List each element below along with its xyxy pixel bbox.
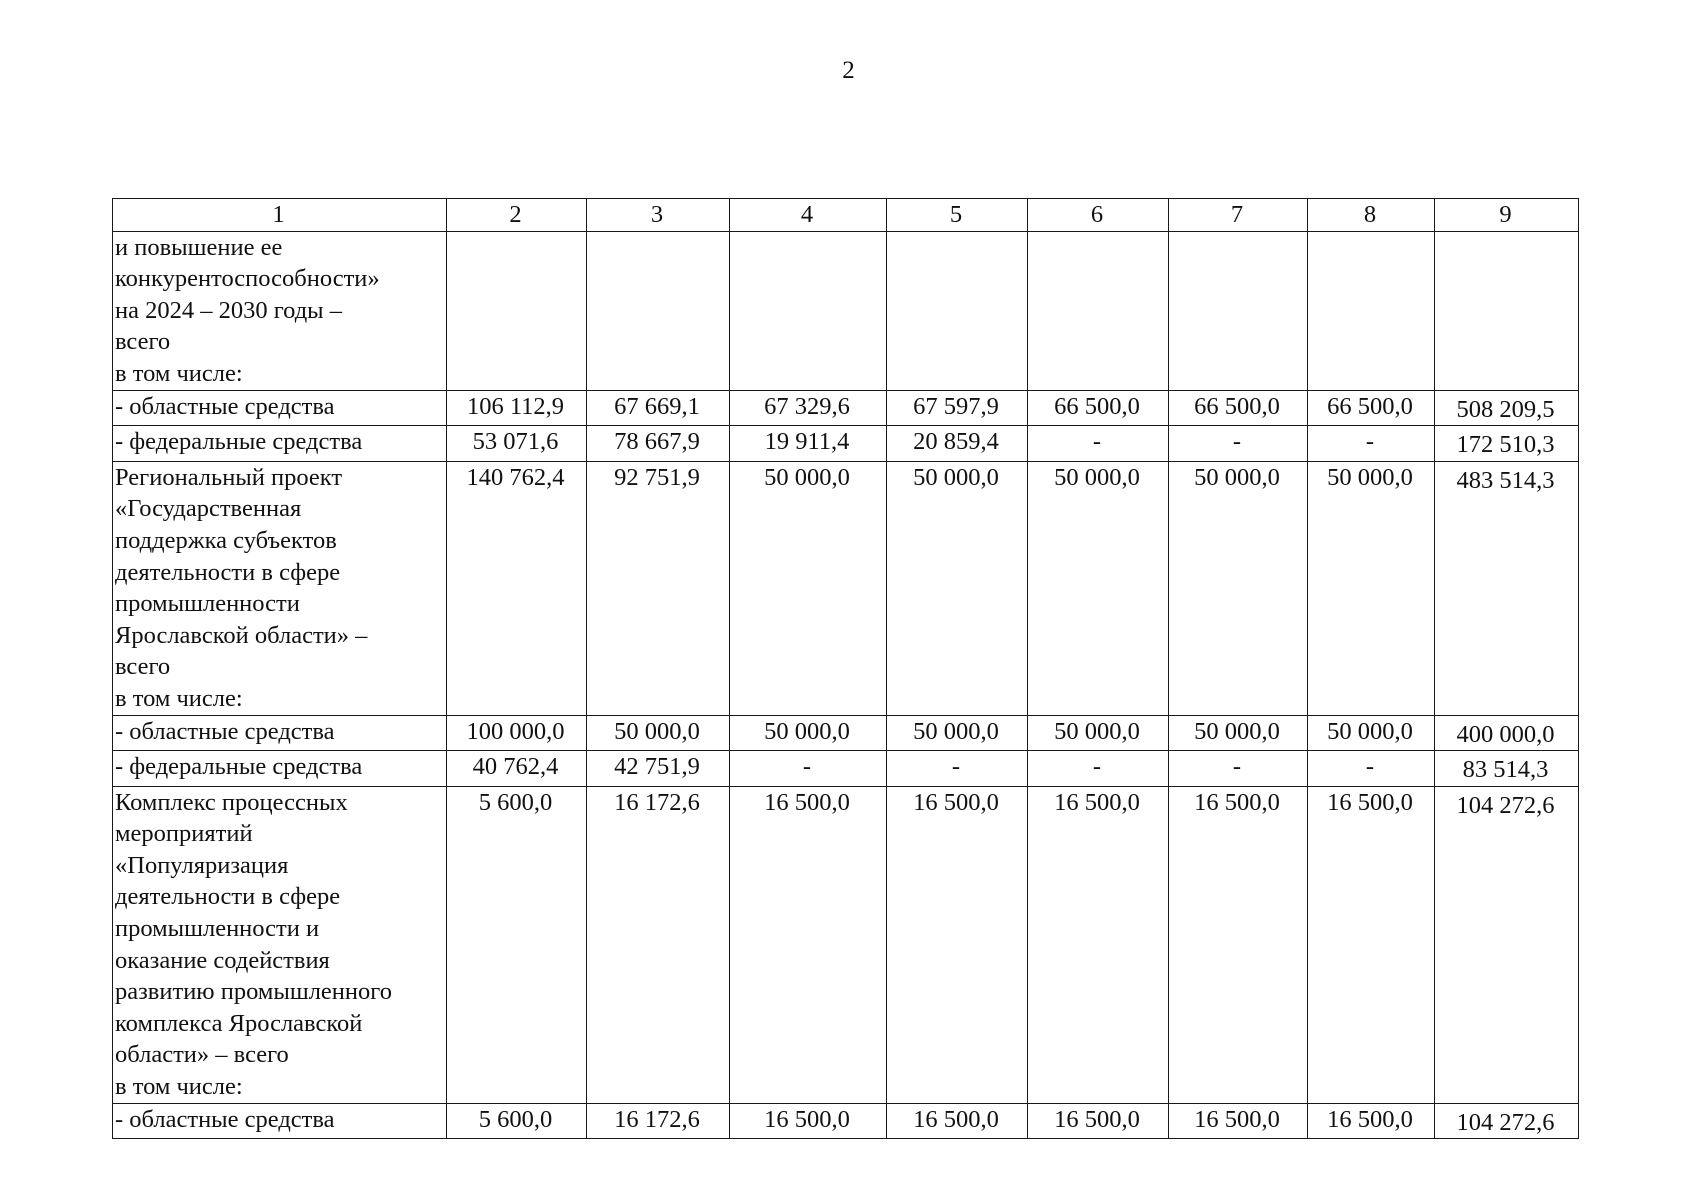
row-label: Комплекс процессных мероприятий «Популяризация деятельности в сфере промышленности и оказание содействия развитию промышленного комплекса Ярославской области» – всего в том числе: <box>113 786 447 1103</box>
value-cell: 66 500,0 <box>1169 390 1308 426</box>
value-cell: 40 762,4 <box>447 751 587 787</box>
value-cell: 50 000,0 <box>1169 715 1308 751</box>
table-row <box>113 786 1579 1103</box>
value-cell: 106 112,9 <box>447 390 587 426</box>
value-cell <box>447 231 587 390</box>
value-cell <box>887 231 1028 390</box>
value-cell: 16 500,0 <box>730 1103 887 1139</box>
table-row <box>113 1103 1579 1139</box>
page-number: 2 <box>842 57 855 84</box>
value-cell: 66 500,0 <box>1308 390 1435 426</box>
value-cell <box>587 231 730 390</box>
value-cell <box>1308 231 1435 390</box>
value-cell: 100 000,0 <box>447 715 587 751</box>
header-cell: 9 <box>1435 199 1579 232</box>
value-cell: 67 669,1 <box>587 390 730 426</box>
table-row <box>113 715 1579 751</box>
value-cell: 50 000,0 <box>887 715 1028 751</box>
table-row <box>113 390 1579 426</box>
value-cell: 483 514,3 <box>1435 461 1579 715</box>
value-cell <box>1028 231 1169 390</box>
value-cell: 50 000,0 <box>1028 461 1169 715</box>
value-cell: 16 500,0 <box>887 1103 1028 1139</box>
value-cell: 16 500,0 <box>1169 1103 1308 1139</box>
header-cell: 8 <box>1308 199 1435 232</box>
header-cell: 2 <box>447 199 587 232</box>
value-cell: - <box>1028 751 1169 787</box>
value-cell: 19 911,4 <box>730 426 887 462</box>
value-cell: 140 762,4 <box>447 461 587 715</box>
value-cell: 50 000,0 <box>730 461 887 715</box>
value-cell: 16 500,0 <box>1308 786 1435 1103</box>
row-label: - областные средства <box>113 390 447 426</box>
value-cell: 66 500,0 <box>1028 390 1169 426</box>
value-cell: 5 600,0 <box>447 1103 587 1139</box>
header-cell: 3 <box>587 199 730 232</box>
value-cell: 50 000,0 <box>1169 461 1308 715</box>
value-cell: 16 500,0 <box>730 786 887 1103</box>
table-row <box>113 231 1579 390</box>
value-cell: - <box>1028 426 1169 462</box>
header-cell: 6 <box>1028 199 1169 232</box>
value-cell: 50 000,0 <box>587 715 730 751</box>
value-cell: 16 172,6 <box>587 786 730 1103</box>
value-cell: 172 510,3 <box>1435 426 1579 462</box>
value-cell: 67 329,6 <box>730 390 887 426</box>
value-cell: 92 751,9 <box>587 461 730 715</box>
row-label: - областные средства <box>113 1103 447 1139</box>
value-cell: 53 071,6 <box>447 426 587 462</box>
funding-table <box>112 198 1579 1139</box>
value-cell: 400 000,0 <box>1435 715 1579 751</box>
value-cell: - <box>1169 426 1308 462</box>
header-cell: 4 <box>730 199 887 232</box>
value-cell: - <box>887 751 1028 787</box>
value-cell: 104 272,6 <box>1435 1103 1579 1139</box>
value-cell: 16 500,0 <box>1169 786 1308 1103</box>
value-cell: - <box>1308 751 1435 787</box>
table-row <box>113 461 1579 715</box>
header-cell: 1 <box>113 199 447 232</box>
header-cell: 5 <box>887 199 1028 232</box>
table-body <box>113 199 1579 1139</box>
value-cell: 42 751,9 <box>587 751 730 787</box>
table-row <box>113 751 1579 787</box>
value-cell: 50 000,0 <box>1308 715 1435 751</box>
value-cell: - <box>1169 751 1308 787</box>
column-number-row <box>113 199 1579 232</box>
value-cell: 104 272,6 <box>1435 786 1579 1103</box>
value-cell: 16 500,0 <box>1028 1103 1169 1139</box>
value-cell: 16 500,0 <box>887 786 1028 1103</box>
table-row <box>113 426 1579 462</box>
value-cell: 16 500,0 <box>1308 1103 1435 1139</box>
value-cell: 83 514,3 <box>1435 751 1579 787</box>
row-label: Региональный проект «Государственная поддержка субъектов деятельности в сфере промышленности Ярославской области» – всего в том числе: <box>113 461 447 715</box>
value-cell: 16 500,0 <box>1028 786 1169 1103</box>
value-cell <box>730 231 887 390</box>
value-cell: 508 209,5 <box>1435 390 1579 426</box>
value-cell: 20 859,4 <box>887 426 1028 462</box>
value-cell: - <box>730 751 887 787</box>
value-cell: 50 000,0 <box>1028 715 1169 751</box>
row-label: - федеральные средства <box>113 426 447 462</box>
value-cell: 78 667,9 <box>587 426 730 462</box>
value-cell: 50 000,0 <box>1308 461 1435 715</box>
row-label: и повышение ее конкурентоспособности» на 2024 – 2030 годы – всего в том числе: <box>113 231 447 390</box>
value-cell <box>1169 231 1308 390</box>
value-cell: 50 000,0 <box>887 461 1028 715</box>
row-label: - областные средства <box>113 715 447 751</box>
value-cell: 16 172,6 <box>587 1103 730 1139</box>
value-cell: - <box>1308 426 1435 462</box>
value-cell: 50 000,0 <box>730 715 887 751</box>
value-cell: 5 600,0 <box>447 786 587 1103</box>
header-cell: 7 <box>1169 199 1308 232</box>
value-cell: 67 597,9 <box>887 390 1028 426</box>
value-cell <box>1435 231 1579 390</box>
row-label: - федеральные средства <box>113 751 447 787</box>
